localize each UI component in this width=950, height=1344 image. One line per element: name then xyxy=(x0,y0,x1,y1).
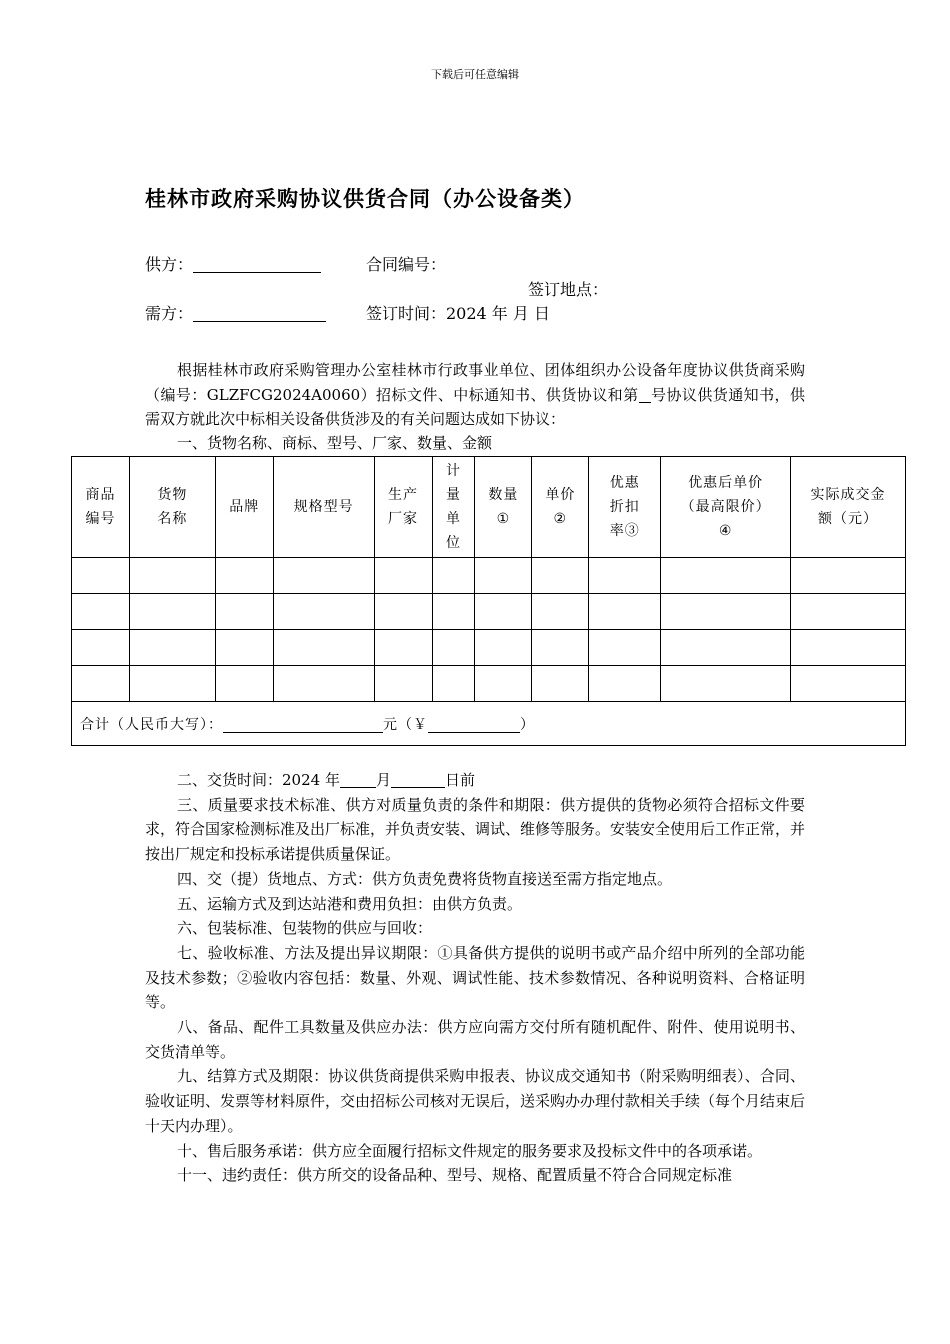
table-cell[interactable] xyxy=(432,630,475,666)
table-cell[interactable] xyxy=(475,558,532,594)
col-header-quantity: 数量 ① xyxy=(475,457,532,558)
table-cell[interactable] xyxy=(589,594,661,630)
total-yuan-label: 元（￥ xyxy=(383,716,428,733)
intro-part2: 号协议供货通知书，供需双方就此次中标相关设备供货涉及的有关问题达成如下协议： xyxy=(145,385,805,428)
buyer-label: 需方： xyxy=(145,304,194,323)
clause-2-text-b: 月 xyxy=(375,771,391,789)
clause-4: 四、交（提）货地点、方式：供方负责免费将货物直接送至需方指定地点。 xyxy=(177,869,673,888)
table-cell[interactable] xyxy=(215,558,273,594)
col-header-brand: 品牌 xyxy=(215,457,273,558)
clause-2-text-a: 二、交货时间：2024 年 xyxy=(177,771,340,789)
page-title: 桂林市政府采购协议供货合同（办公设备类） xyxy=(145,186,585,211)
col-header-unit: 计 量 单 位 xyxy=(432,457,475,558)
supplier-label: 供方： xyxy=(145,255,194,274)
table-cell[interactable] xyxy=(72,630,130,666)
table-cell[interactable] xyxy=(661,630,791,666)
notice-number-blank[interactable] xyxy=(639,388,651,403)
total-close: ） xyxy=(520,716,535,733)
buyer-blank[interactable] xyxy=(193,305,326,322)
table-cell[interactable] xyxy=(791,630,906,666)
clause-3: 三、质量要求技术标准、供方对质量负责的条件和期限：供方提供的货物必须符合招标文件要求，符合国家检测标准及出厂标准，并负责安装、调试、维修等服务。安装安全使用后工作正常，并按出厂规定和投标承诺提供质量保证。 xyxy=(145,795,806,864)
table-cell[interactable] xyxy=(273,594,374,630)
clause-2-text-c: 日前 xyxy=(444,771,475,789)
clause-7: 七、验收标准、方法及提出异议期限：①具备供方提供的说明书或产品介绍中所列的全部功能及技术参数；②验收内容包括：数量、外观、调试性能、技术参数情况、各种说明资料、合格证明等。 xyxy=(145,943,805,1012)
table-cell[interactable] xyxy=(215,666,273,702)
table-cell[interactable] xyxy=(475,666,532,702)
table-cell[interactable] xyxy=(791,558,906,594)
table-cell[interactable] xyxy=(475,630,532,666)
total-amount-blank[interactable] xyxy=(428,716,520,733)
table-cell[interactable] xyxy=(532,558,589,594)
col-header-manufacturer: 生产 厂家 xyxy=(374,457,432,558)
table-cell[interactable] xyxy=(129,630,215,666)
clause-10: 十、售后服务承诺：供方应全面履行招标文件规定的服务要求及投标文件中的各项承诺。 xyxy=(177,1141,763,1160)
table-cell[interactable] xyxy=(661,666,791,702)
delivery-month-blank[interactable] xyxy=(340,773,376,788)
intro-part1: 根据桂林市政府采购管理办公室桂林市行政事业单位、团体组织办公设备年度协议供货商采购（编号：GLZFCG2024A0060）招标文件、中标通知书、供货协议和第 xyxy=(145,361,805,404)
table-row xyxy=(72,666,906,702)
buyer-field xyxy=(145,301,326,324)
table-cell[interactable] xyxy=(273,558,374,594)
table-row xyxy=(72,630,906,666)
clause-2 xyxy=(145,768,805,793)
goods-table xyxy=(71,456,906,746)
table-cell[interactable] xyxy=(532,594,589,630)
total-cell xyxy=(72,702,906,746)
clause-6: 六、包装标准、包装物的供应与回收： xyxy=(177,919,433,938)
table-cell[interactable] xyxy=(661,558,791,594)
table-cell[interactable] xyxy=(791,666,906,702)
sign-place-label: 签订地点： xyxy=(528,280,609,299)
table-cell[interactable] xyxy=(589,666,661,702)
clause-11: 十一、违约责任：供方所交的设备品种、型号、规格、配置质量不符合合同规定标准 xyxy=(177,1166,733,1185)
table-cell[interactable] xyxy=(589,630,661,666)
table-cell[interactable] xyxy=(532,630,589,666)
col-header-model: 规格型号 xyxy=(273,457,374,558)
table-cell[interactable] xyxy=(432,558,475,594)
contract-clauses xyxy=(145,768,805,1188)
table-cell[interactable] xyxy=(72,558,130,594)
supplier-field xyxy=(145,252,321,275)
table-cell[interactable] xyxy=(129,666,215,702)
table-cell[interactable] xyxy=(532,666,589,702)
clause-9: 九、结算方式及期限：协议供货商提供采购申报表、协议成交通知书（附采购明细表）、合同、验收证明、发票等材料原件，交由招标公司核对无误后，送采购办办理付款相关手续（每个月结束后十天内办理）。 xyxy=(145,1067,806,1135)
col-header-amount: 实际成交金 额（元） xyxy=(791,457,906,558)
clause-8: 八、备品、配件工具数量及供应办法：供方应向需方交付所有随机配件、附件、使用说明书、交货清单等。 xyxy=(145,1018,805,1061)
table-cell[interactable] xyxy=(374,558,432,594)
table-cell[interactable] xyxy=(589,558,661,594)
table-cell[interactable] xyxy=(215,630,273,666)
total-row xyxy=(72,702,906,746)
contract-no-label: 合同编号： xyxy=(366,255,447,274)
table-row xyxy=(72,594,906,630)
total-words-blank[interactable] xyxy=(223,716,383,733)
header-note: 下载后可任意编辑 xyxy=(431,68,519,81)
table-cell[interactable] xyxy=(374,666,432,702)
total-label: 合计（人民币大写）： xyxy=(80,716,223,733)
delivery-day-blank[interactable] xyxy=(391,773,445,788)
table-cell[interactable] xyxy=(273,630,374,666)
table-cell[interactable] xyxy=(432,666,475,702)
table-header-row xyxy=(72,457,906,558)
table-cell[interactable] xyxy=(432,594,475,630)
col-header-item-no: 商品 编号 xyxy=(72,457,130,558)
table-cell[interactable] xyxy=(129,558,215,594)
col-header-unit-price: 单价 ② xyxy=(532,457,589,558)
table-cell[interactable] xyxy=(215,594,273,630)
table-cell[interactable] xyxy=(791,594,906,630)
table-cell[interactable] xyxy=(475,594,532,630)
col-header-discount: 优惠 折扣 率③ xyxy=(589,457,661,558)
table-cell[interactable] xyxy=(72,594,130,630)
table-cell[interactable] xyxy=(72,666,130,702)
supplier-blank[interactable] xyxy=(193,256,321,273)
table-cell[interactable] xyxy=(129,594,215,630)
table-cell[interactable] xyxy=(374,630,432,666)
table-cell[interactable] xyxy=(661,594,791,630)
section1-heading: 一、货物名称、商标、型号、厂家、数量、金额 xyxy=(177,434,493,452)
clause-5: 五、运输方式及到达站港和费用负担：由供方负责。 xyxy=(177,894,523,913)
table-row xyxy=(72,558,906,594)
table-cell[interactable] xyxy=(374,594,432,630)
intro-paragraph xyxy=(145,358,805,432)
col-header-goods-name: 货物 名称 xyxy=(129,457,215,558)
col-header-discounted-price: 优惠后单价 （最高限价） ④ xyxy=(661,457,791,558)
sign-time-label: 签订时间：2024 年 月 日 xyxy=(366,304,550,323)
table-cell[interactable] xyxy=(273,666,374,702)
